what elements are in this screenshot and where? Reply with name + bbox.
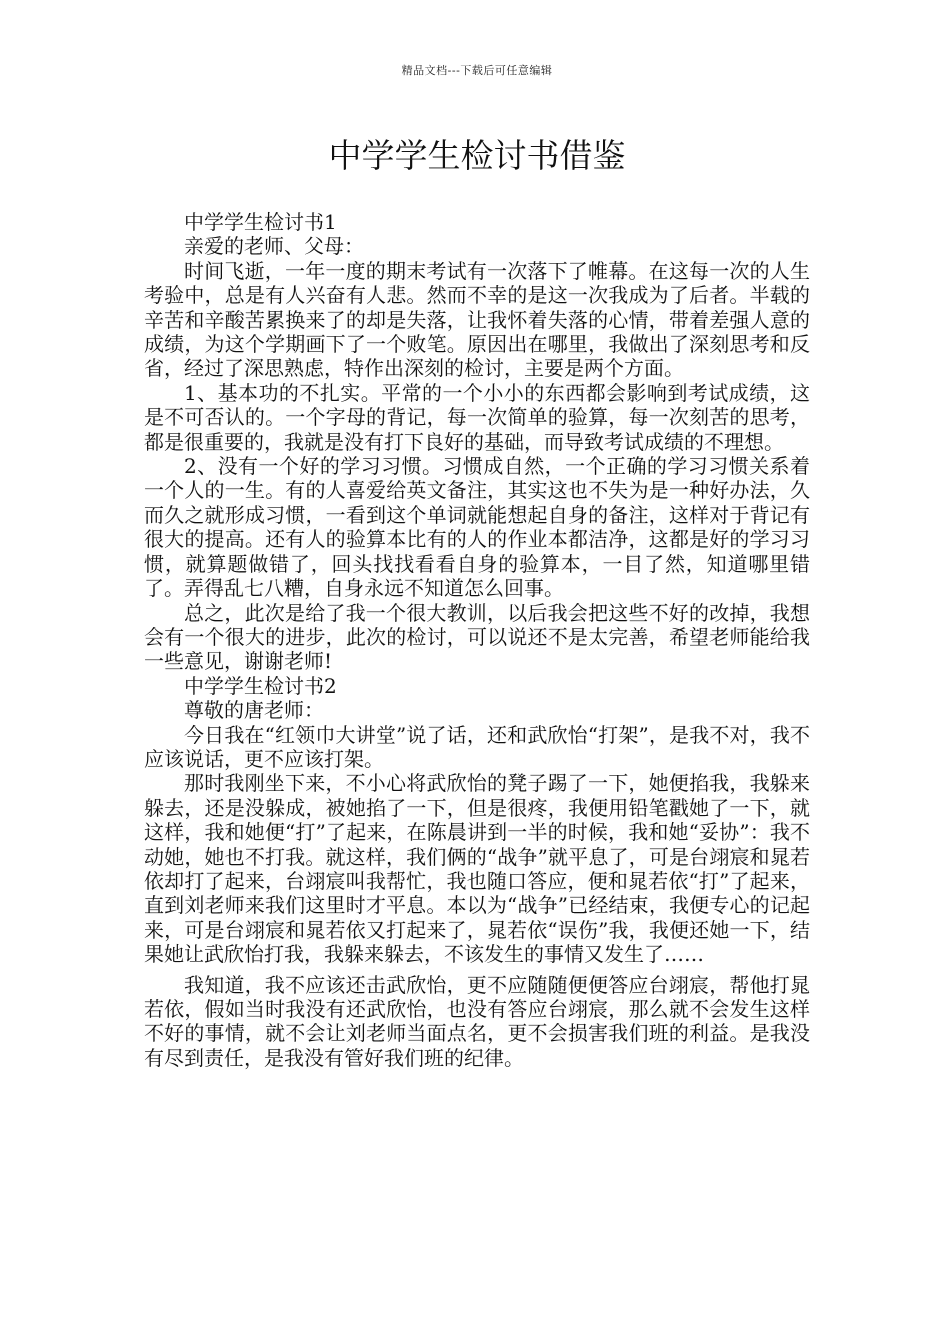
salutation-2: 尊敬的唐老师：: [184, 698, 324, 723]
section-heading-1: 中学学生检讨书1: [184, 210, 337, 234]
section-heading-2: 中学学生检讨书2: [184, 673, 337, 698]
paragraph-point-2: 2、没有一个好的学习习惯。习惯成自然，一个正确的学习习惯关系着一个人的一生。有的人喜爱给英文备注，其实这也不失为是一种好办法，久而久之就形成习惯，一看到这个单词就能想起自身的备注，这样对于背记有很大的提高。还有人的验算本比有的人的作业本都洁净，这都是好的学习习惯，就算题做错了，回头找找看看自身的验算本，一目了然，知道哪里错了。弄得乱七八糟，自身永远不知道怎么回事。: [144, 454, 810, 601]
paragraph-statement: 今日我在“红领巾大讲堂”说了话，还和武欣怡“打架”，是我不对，我不应该说话，更不应该打架。: [144, 722, 810, 771]
salutation-1: 亲爱的老师、父母：: [184, 234, 364, 259]
paragraph-intro: 时间飞逝，一年一度的期末考试有一次落下了帷幕。在这每一次的人生考验中，总是有人兴奋有人悲。然而不幸的是这一次我成为了后者。半载的辛苦和辛酸苦累换来了的却是失落，让我怀着失落的心情，带着差强人意的成绩，为这个学期画下了一个败笔。原因出在哪里，我做出了深刻思考和反省，经过了深思熟虑，特作出深刻的检讨，主要是两个方面。: [144, 258, 810, 381]
paragraph-conclusion-1: 总之，此次是给了我一个很大教训，以后我会把这些不好的改掉，我想会有一个很大的进步，此次的检讨，可以说还不是太完善，希望老师能给我一些意见，谢谢老师!: [144, 600, 810, 674]
paragraph-narrative: 那时我刚坐下来，不小心将武欣怡的凳子踢了一下，她便掐我，我躲来躲去，还是没躲成，被她掐了一下，但是很疼，我便用铅笔戳她了一下，就这样，我和她便“打”了起来，在陈晨讲到一半的时候，我和她“妥协”：我不动她，她也不打我。就这样，我们俩的“战争”就平息了，可是台翊宸和晁若依却打了起来，台翊宸叫我帮忙，我也随口答应，便和晁若依“打”了起来，直到刘老师来我们这里时才平息。本以为“战争”已经结束，我便专心的记起来，可是台翊宸和晁若依又打起来了，晁若依“误伤”我，我便还她一下，结果她让武欣怡打我，我躲来躲去，不该发生的事情又发生了……: [144, 771, 810, 967]
page-title: 中学学生检讨书借鉴: [328, 136, 626, 175]
page-header: 精品文档---下载后可任意编辑: [401, 64, 553, 77]
paragraph-reflection: 我知道，我不应该还击武欣怡，更不应随随便便答应台翊宸，帮他打晁若依，假如当时我没有还武欣怡，也没有答应台翊宸，那么就不会发生这样不好的事情，就不会让刘老师当面点名，更不会损害我们班的利益。是我没有尽到责任，是我没有管好我们班的纪律。: [144, 972, 810, 1070]
document-body: [144, 210, 810, 1070]
paragraph-point-1: 1、基本功的不扎实。平常的一个小小的东西都会影响到考试成绩，这是不可否认的。一个字母的背记，每一次简单的验算，每一次刻苦的思考，都是很重要的，我就是没有打下良好的基础，而导致考试成绩的不理想。: [144, 380, 810, 454]
